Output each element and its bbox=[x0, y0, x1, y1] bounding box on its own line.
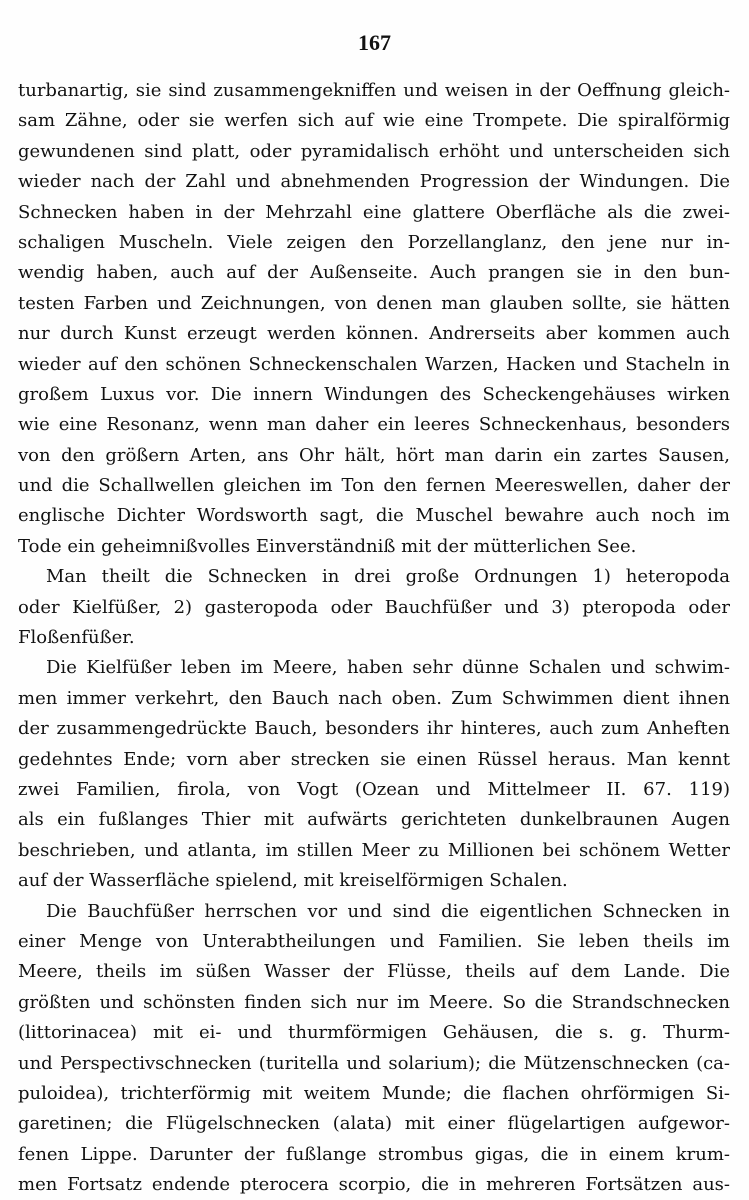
text-line: gewundenen sind platt, oder pyramidalisch erhöht und unterscheiden sich bbox=[18, 140, 730, 162]
text-line: sam Zähne, oder sie werfen sich auf wie eine Trompete. Die spiralförmig bbox=[18, 110, 730, 132]
text-line: beschrieben, und atlanta, im stillen Meer zu Millionen bei schönem Wetter bbox=[18, 839, 730, 861]
text-line: Meere, theils im süßen Wasser der Flüsse, theils auf dem Lande. Die bbox=[18, 961, 730, 983]
text-line: als ein fußlanges Thier mit aufwärts gerichteten dunkelbraunen Augen bbox=[18, 809, 730, 831]
text-line: oder Kielfüßer, 2) gasteropoda oder Bauchfüßer und 3) pteropoda oder bbox=[18, 596, 730, 618]
text-line: Die Kielfüßer leben im Meere, haben sehr dünne Schalen und schwim- bbox=[46, 657, 730, 679]
text-line: nur durch Kunst erzeugt werden können. Andrerseits aber kommen auch bbox=[18, 323, 730, 345]
text-line: von den größern Arten, ans Ohr hält, hört man darin ein zartes Sausen, bbox=[18, 444, 730, 466]
text-line: großem Luxus vor. Die innern Windungen des Scheckengehäuses wirken bbox=[18, 383, 730, 405]
text-line: wie eine Resonanz, wenn man daher ein leeres Schneckenhaus, besonders bbox=[18, 414, 730, 436]
text-line: gedehntes Ende; vorn aber strecken sie einen Rüssel heraus. Man kennt bbox=[18, 748, 730, 770]
text-line: turbanartig, sie sind zusammengekniffen und weisen in der Oeffnung gleich- bbox=[18, 80, 730, 101]
text-line: schaligen Muscheln. Viele zeigen den Porzellanglanz, den jene nur in- bbox=[18, 231, 730, 253]
text-line: einer Menge von Unterabtheilungen und Familien. Sie leben theils im bbox=[18, 930, 730, 952]
text-line: der zusammengedrückte Bauch, besonders ihr hinteres, auch zum Anheften bbox=[18, 718, 730, 740]
text-line: Man theilt die Schnecken in drei große Ordnungen 1) heteropoda bbox=[46, 566, 730, 588]
text-line: men immer verkehrt, den Bauch nach oben. Zum Schwimmen dient ihnen bbox=[18, 687, 730, 709]
page-number: 167 bbox=[358, 30, 391, 55]
text-line: und die Schallwellen gleichen im Ton den fernen Meereswellen, daher der bbox=[18, 475, 730, 497]
text-line: und Perspectivschnecken (turitella und solarium); die Mützenschnecken (ca- bbox=[18, 1052, 730, 1074]
text-line: wieder nach der Zahl und abnehmenden Progression der Windungen. Die bbox=[18, 171, 730, 193]
body-text bbox=[18, 76, 730, 1200]
text-line: zwei Familien, firola, von Vogt (Ozean und Mittelmeer II. 67. 119) bbox=[18, 778, 730, 800]
text-line: (littorinacea) mit ei- und thurmförmigen Gehäusen, die s. g. Thurm- bbox=[18, 1022, 730, 1044]
text-line: wieder auf den schönen Schneckenschalen Warzen, Hacken und Stacheln in bbox=[18, 353, 730, 375]
text-line: garetinen; die Flügelschnecken (alata) mit einer flügelartigen aufgewor- bbox=[18, 1113, 730, 1135]
text-line: Floßenfüßer. bbox=[18, 627, 135, 649]
text-line: Tode ein geheimnißvolles Einverständniß mit der mütterlichen See. bbox=[18, 535, 637, 557]
text-line: Die Bauchfüßer herrschen vor und sind die eigentlichen Schnecken in bbox=[46, 900, 730, 922]
text-line: größten und schönsten finden sich nur im Meere. So die Strandschnecken bbox=[18, 991, 730, 1013]
text-line: wendig haben, auch auf der Außenseite. Auch prangen sie in den bun- bbox=[18, 262, 730, 284]
text-line: auf der Wasserfläche spielend, mit kreiselförmigen Schalen. bbox=[18, 870, 568, 892]
text-line: testen Farben und Zeichnungen, von denen man glauben sollte, sie hätten bbox=[18, 292, 730, 314]
text-line: englische Dichter Wordsworth sagt, die Muschel bewahre auch noch im bbox=[18, 505, 730, 527]
text-line: Schnecken haben in der Mehrzahl eine glattere Oberfläche als die zwei- bbox=[18, 201, 730, 223]
text-line: puloidea), trichterförmig mit weitem Munde; die flachen ohrförmigen Si- bbox=[18, 1082, 730, 1104]
text-line: men Fortsatz endende pterocera scorpio, die in mehreren Fortsätzen aus- bbox=[18, 1174, 730, 1196]
text-line: fenen Lippe. Darunter der fußlange strombus gigas, die in einem krum- bbox=[18, 1143, 730, 1165]
